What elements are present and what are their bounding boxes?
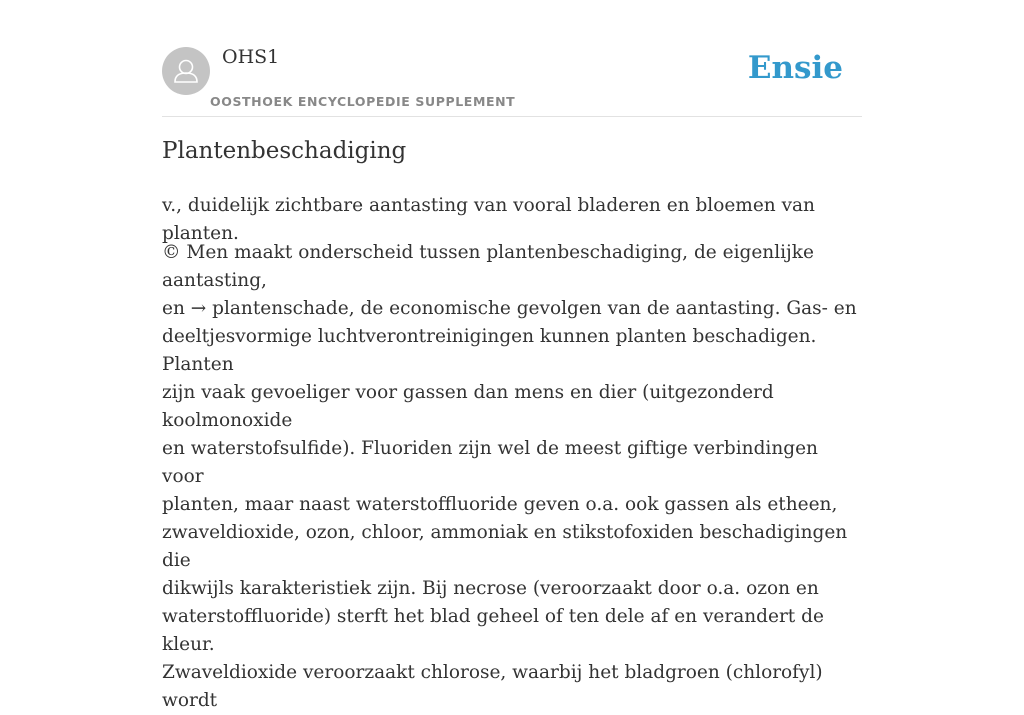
body-line: en waterstofsulfide). Fluoriden zijn wel de meest giftige verbindingen voor <box>162 438 818 487</box>
user-avatar-icon <box>162 47 210 95</box>
article-header <box>162 0 862 117</box>
article-page <box>162 0 862 711</box>
author-name[interactable]: OHS1 <box>222 46 280 68</box>
body-line: waterstoffluoride) sterft het blad geheel of ten dele af en verandert de kleur. <box>162 606 824 655</box>
avatar[interactable] <box>162 47 210 95</box>
body-line: Zwaveldioxide veroorzaakt chlorose, waarbij het bladgroen (chlorofyl) wordt <box>162 662 823 711</box>
body-line: zwaveldioxide, ozon, chloor, ammoniak en stikstofoxiden beschadigingen die <box>162 522 848 571</box>
article-body <box>162 239 862 715</box>
body-line: deeltjesvormige luchtverontreinigingen kunnen planten beschadigen. Planten <box>162 326 817 375</box>
body-line: zijn vaak gevoeliger voor gassen dan mens en dier (uitgezonderd koolmonoxide <box>162 382 774 431</box>
source-label[interactable]: OOSTHOEK ENCYCLOPEDIE SUPPLEMENT <box>210 94 516 109</box>
page-title: Plantenbeschadiging <box>162 138 407 164</box>
body-line: dikwijls karakteristiek zijn. Bij necrose (veroorzaakt door o.a. ozon en <box>162 578 819 599</box>
body-line: planten, maar naast waterstoffluoride geven o.a. ook gassen als etheen, <box>162 494 838 515</box>
body-line: en → plantenschade, de economische gevolgen van de aantasting. Gas- en <box>162 298 857 319</box>
definition-text: v., duidelijk zichtbare aantasting van vooral bladeren en bloemen van planten. <box>162 195 815 244</box>
brand-logo[interactable]: Ensie <box>747 50 843 86</box>
body-line: © Men maakt onderscheid tussen plantenbeschadiging, de eigenlijke aantasting, <box>162 242 814 291</box>
